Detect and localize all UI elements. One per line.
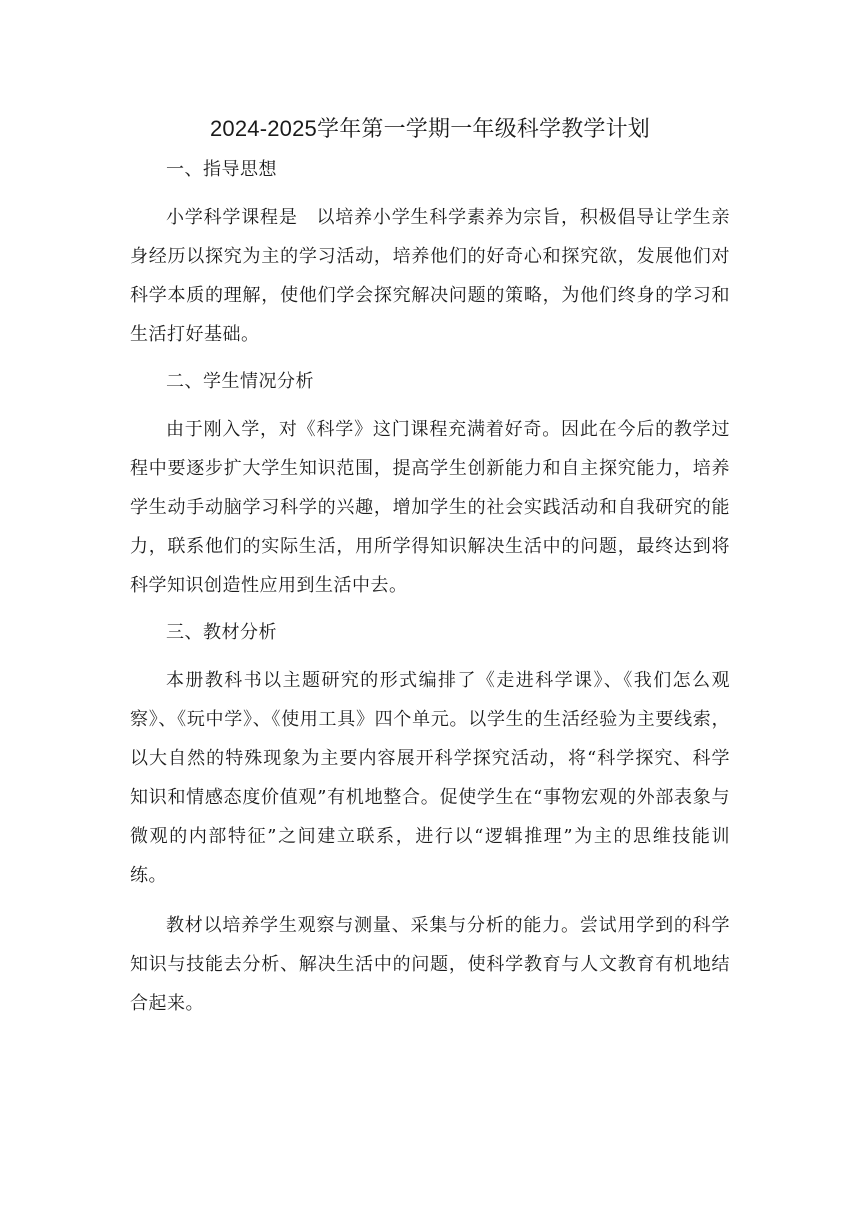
section-guiding-ideology xyxy=(130,153,730,354)
section-heading: 二、学生情况分析 xyxy=(166,371,314,392)
document-title: 2024-2025学年第一学期一年级科学教学计划 xyxy=(209,116,650,141)
section-paragraph: 教材以培养学生观察与测量、采集与分析的能力。尝试用学到的科学知识与技能去分析、解决生活中的问题，使科学教育与人文教育有机地结合起来。 xyxy=(130,915,730,1014)
document-body xyxy=(130,111,730,1023)
section-paragraph: 小学科学课程是 以培养小学生科学素养为宗旨，积极倡导让学生亲身经历以探究为主的学习活动，培养他们的好奇心和探究欲，发展他们对科学本质的理解，使他们学会探究解决问题的策略，为他们终身的学习和生活打好基础。 xyxy=(130,207,730,345)
section-heading: 三、教材分析 xyxy=(166,622,277,643)
section-textbook-analysis xyxy=(130,616,730,1023)
section-student-analysis xyxy=(130,365,730,605)
section-paragraph: 本册教科书以主题研究的形式编排了《走进科学课》、《我们怎么观察》、《玩中学》、《使用工具》四个单元。以学生的生活经验为主要线索，以大自然的特殊现象为主要内容展开科学探究活动，将“科学探究、科学知识和情感态度价值观”有机地整合。促使学生在“事物宏观的外部表象与微观的内部特征”之间建立联系，进行以“逻辑推理”为主的思维技能训练。 xyxy=(130,670,730,886)
section-paragraph: 由于刚入学，对《科学》这门课程充满着好奇。因此在今后的教学过程中要逐步扩大学生知识范围，提高学生创新能力和自主探究能力，培养学生动手动脑学习科学的兴趣，增加学生的社会实践活动和自我研究的能力，联系他们的实际生活，用所学得知识解决生活中的问题，最终达到将科学知识创造性应用到生活中去。 xyxy=(130,419,730,596)
section-heading: 一、指导思想 xyxy=(166,159,277,180)
